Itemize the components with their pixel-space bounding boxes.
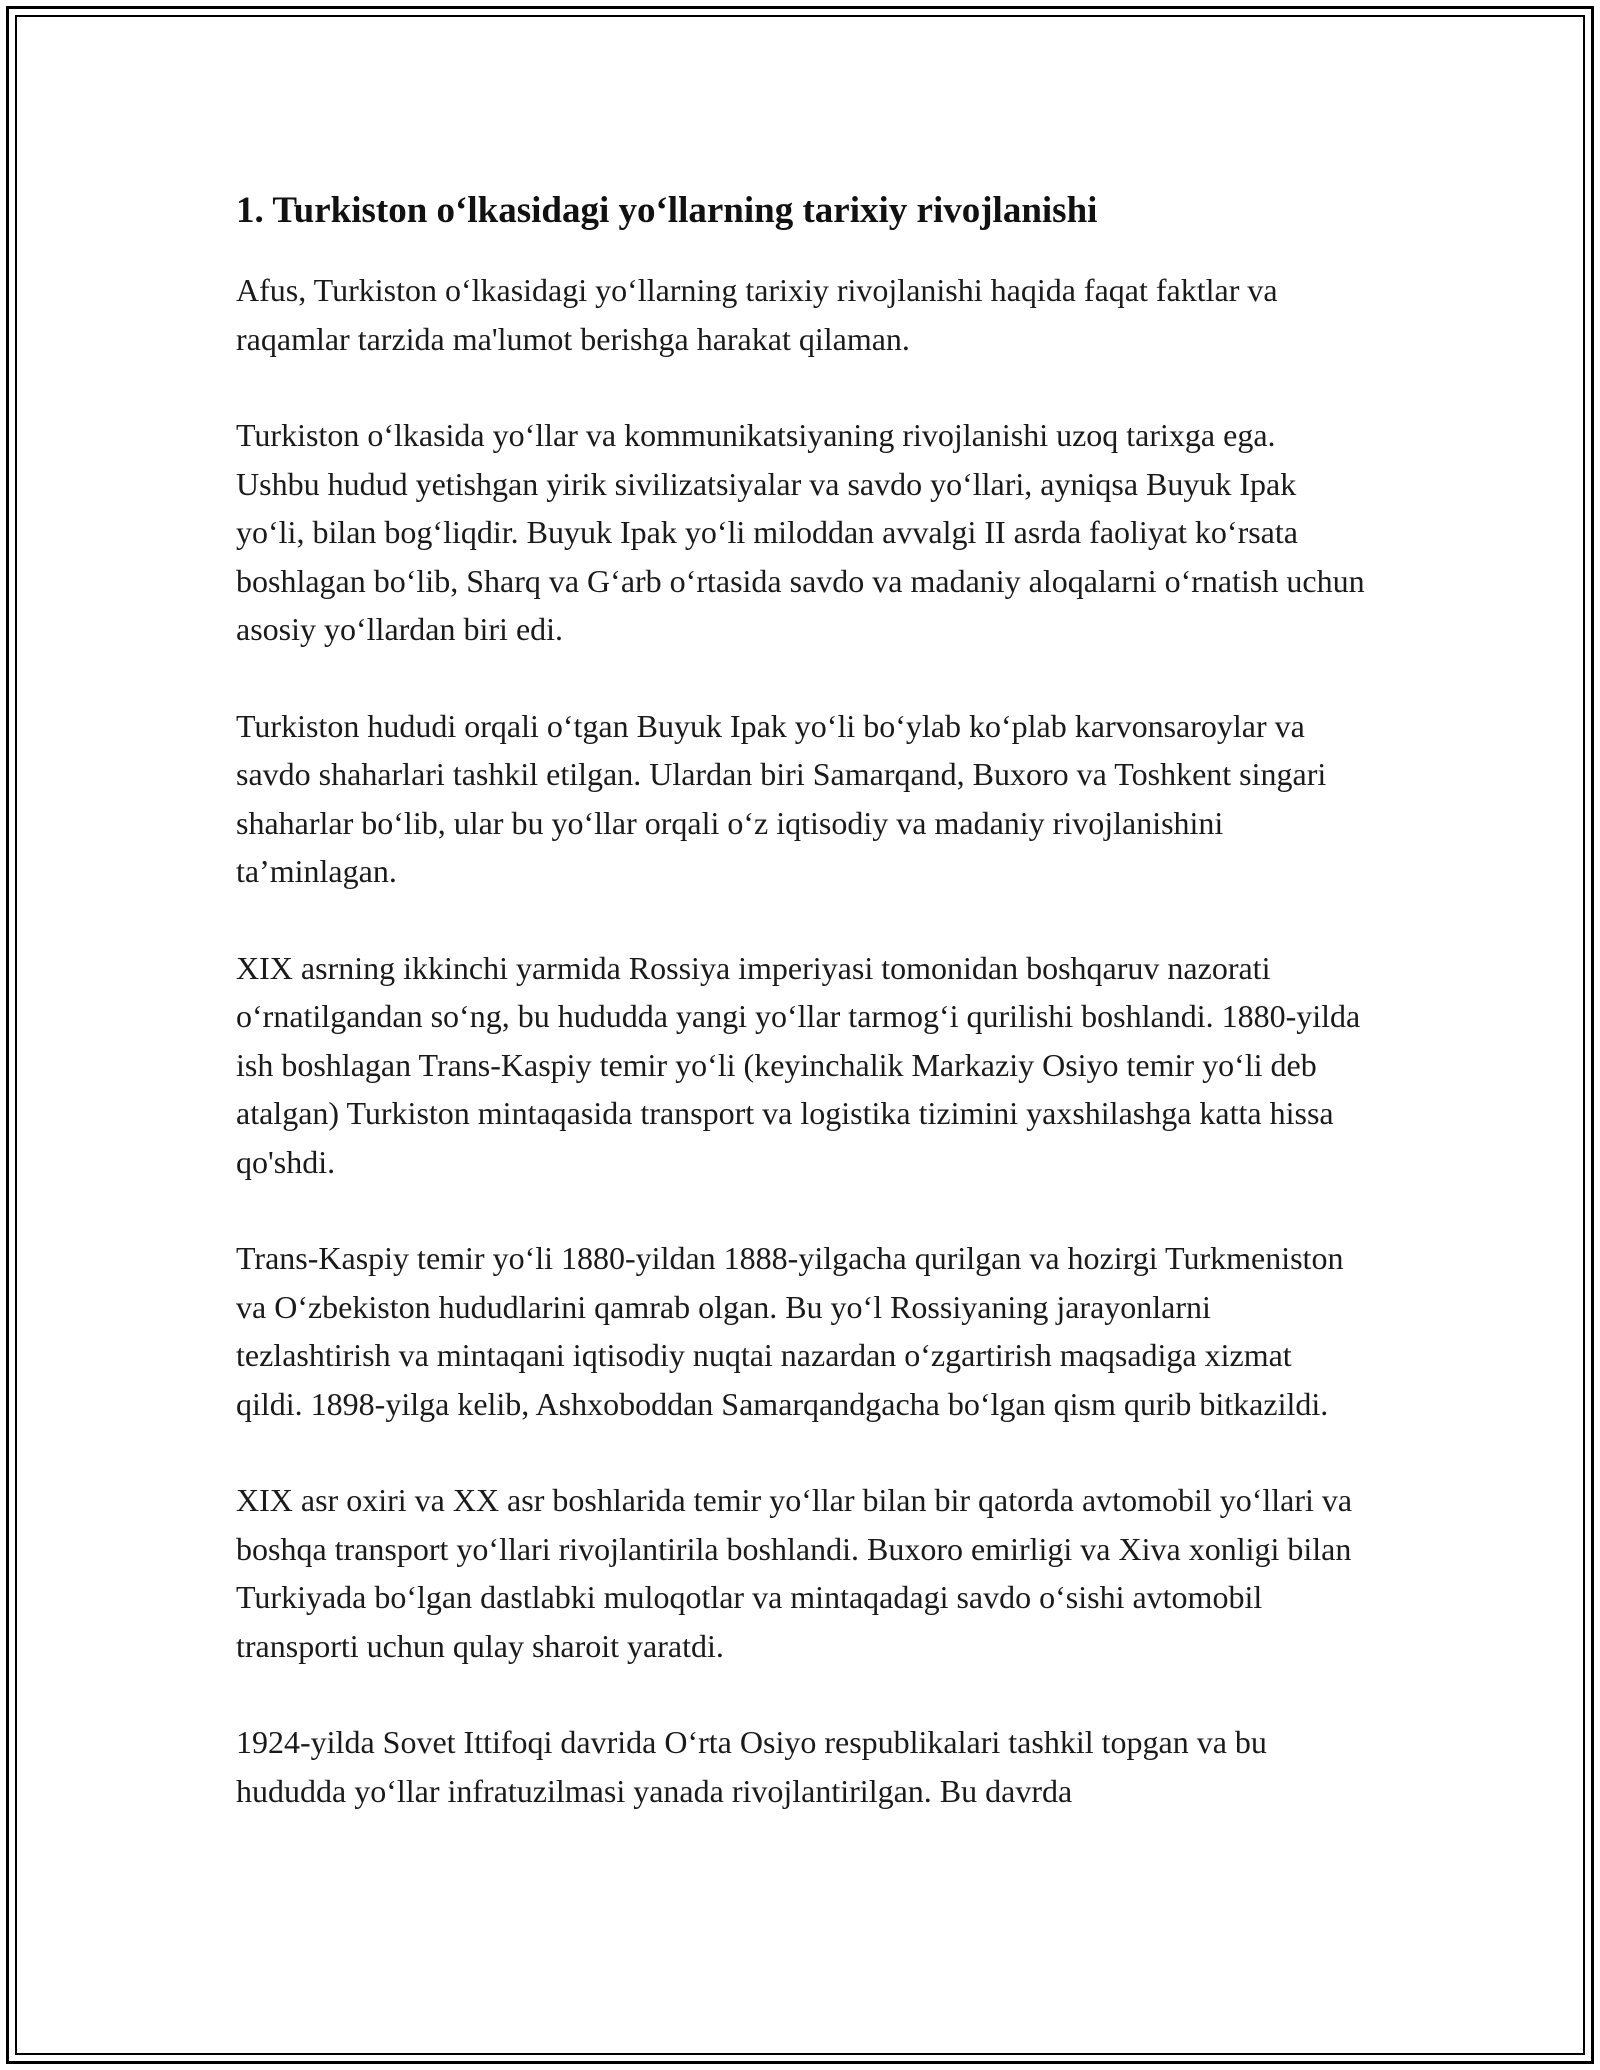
section-title: 1. Turkiston o‘lkasidagi yo‘llarning tarixiy rivojlanishi <box>236 190 1098 231</box>
paragraph-4: XIX asrning ikkinchi yarmida Rossiya imperiyasi tomonidan boshqaruv nazorati o‘rnatilgandan so‘ng, bu hududda yangi yo‘llar tarmog‘i qurilishi boshlandi. 1880-yilda ish boshlagan Trans-Kaspiy temir yo‘li (keyinchalik Markaziy Osiyo temir yo‘li deb atalgan) Turkiston mintaqasida transport va logistika tizimini yaxshilashga katta hissa qo'shdi. <box>236 949 1361 1180</box>
paragraph-6: XIX asr oxiri va XX asr boshlarida temir yo‘llar bilan bir qatorda avtomobil yo‘llari va boshqa transport yo‘llari rivojlantirila boshlandi. Buxoro emirligi va Xiva xonligi bilan Turkiyada bo‘lgan dastlabki muloqotlar va mintaqadagi savdo o‘sishi avtomobil transporti uchun qulay sharoit yaratdi. <box>236 1482 1353 1664</box>
document-body <box>236 184 1366 1863</box>
paragraph-3: Turkiston hududi orqali o‘tgan Buyuk Ipak yo‘li bo‘ylab ko‘plab karvonsaroylar va savdo shaharlari tashkil etilgan. Ulardan biri Samarqand, Buxoro va Toshkent singari shaharlar bo‘lib, ular bu yo‘llar orqali o‘z iqtisodiy va madaniy rivojlanishini ta’minlagan. <box>236 707 1327 889</box>
paragraph-5: Trans-Kaspiy temir yo‘li 1880-yildan 1888-yilgacha qurilgan va hozirgi Turkmeniston va O‘zbekiston hududlarini qamrab olgan. Bu yo‘l Rossiyaning jarayonlarni tezlashtirish va mintaqani iqtisodiy nuqtai nazardan o‘zgartirish maqsadiga xizmat qildi. 1898-yilga kelib, Ashxoboddan Samarqandgacha bo‘lgan qism qurib bitkazildi. <box>236 1240 1344 1422</box>
paragraph-2: Turkiston o‘lkasida yo‘llar va kommunikatsiyaning rivojlanishi uzoq tarixga ega. Ushbu hudud yetishgan yirik sivilizatsiyalar va savdo yo‘llari, ayniqsa Buyuk Ipak yo‘li, bilan bog‘liqdir. Buyuk Ipak yo‘li miloddan avvalgi II asrda faoliyat ko‘rsata boshlagan bo‘lib, Sharq va G‘arb o‘rtasida savdo va madaniy aloqalarni o‘rnatish uchun asosiy yo‘llardan biri edi. <box>236 417 1365 647</box>
paragraph-1: Afus, Turkiston o‘lkasidagi yo‘llarning tarixiy rivojlanishi haqida faqat faktlar va raqamlar tarzida ma'lumot berishga harakat qilaman. <box>236 272 1278 357</box>
paragraph-7: 1924-yilda Sovet Ittifoqi davrida O‘rta Osiyo respublikalari tashkil topgan va bu hududda yo‘llar infratuzilmasi yanada rivojlantirilgan. Bu davrda <box>236 1724 1267 1809</box>
